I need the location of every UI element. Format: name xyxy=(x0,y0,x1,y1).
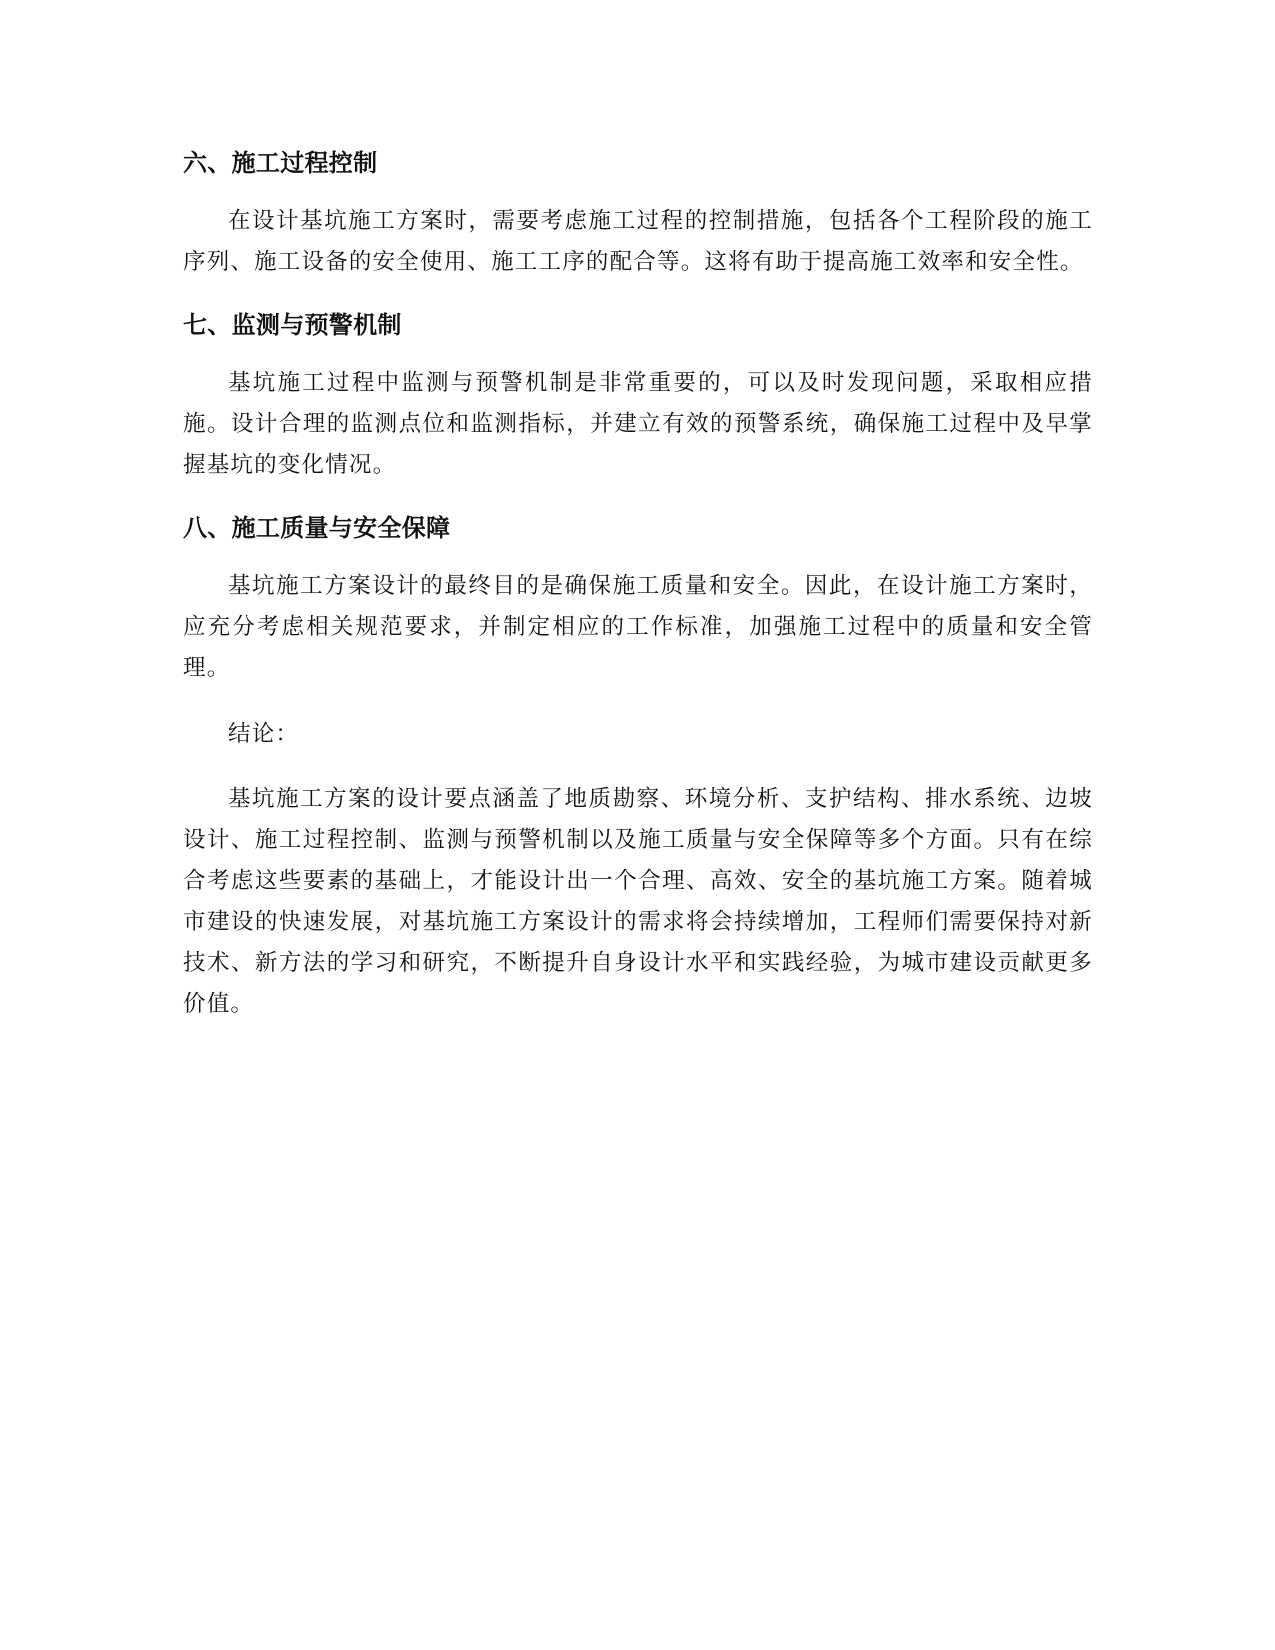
section-heading: 六、施工过程控制 xyxy=(183,149,378,177)
conclusion-label: 结论： xyxy=(228,721,300,747)
section-paragraph: 在设计基坑施工方案时，需要考虑施工过程的控制措施，包括各个工程阶段的施工序列、施工设备的安全使用、施工工序的配合等。这将有助于提高施工效率和安全性。 xyxy=(183,208,1093,275)
section-conclusion xyxy=(183,714,1093,1025)
section-paragraph: 基坑施工方案设计的最终目的是确保施工质量和安全。因此，在设计施工方案时，应充分考虑相关规范要求，并制定相应的工作标准，加强施工过程中的质量和安全管理。 xyxy=(183,573,1093,681)
document-content xyxy=(183,146,1093,1050)
conclusion-paragraph: 基坑施工方案的设计要点涵盖了地质勘察、环境分析、支护结构、排水系统、边坡设计、施工过程控制、监测与预警机制以及施工质量与安全保障等多个方面。只有在综合考虑这些要素的基础上，才能设计出一个合理、高效、安全的基坑施工方案。随着城市建设的快速发展，对基坑施工方案设计的需求将会持续增加，工程师们需要保持对新技术、新方法的学习和研究，不断提升自身设计水平和实践经验，为城市建设贡献更多价值。 xyxy=(183,786,1093,1017)
section-construction-process-control xyxy=(183,146,1093,283)
section-paragraph: 基坑施工过程中监测与预警机制是非常重要的，可以及时发现问题，采取相应措施。设计合理的监测点位和监测指标，并建立有效的预警系统，确保施工过程中及早掌握基坑的变化情况。 xyxy=(183,370,1093,478)
section-monitoring-warning xyxy=(183,308,1093,486)
section-quality-safety xyxy=(183,511,1093,689)
section-heading: 八、施工质量与安全保障 xyxy=(183,514,451,542)
section-heading: 七、监测与预警机制 xyxy=(183,311,402,339)
